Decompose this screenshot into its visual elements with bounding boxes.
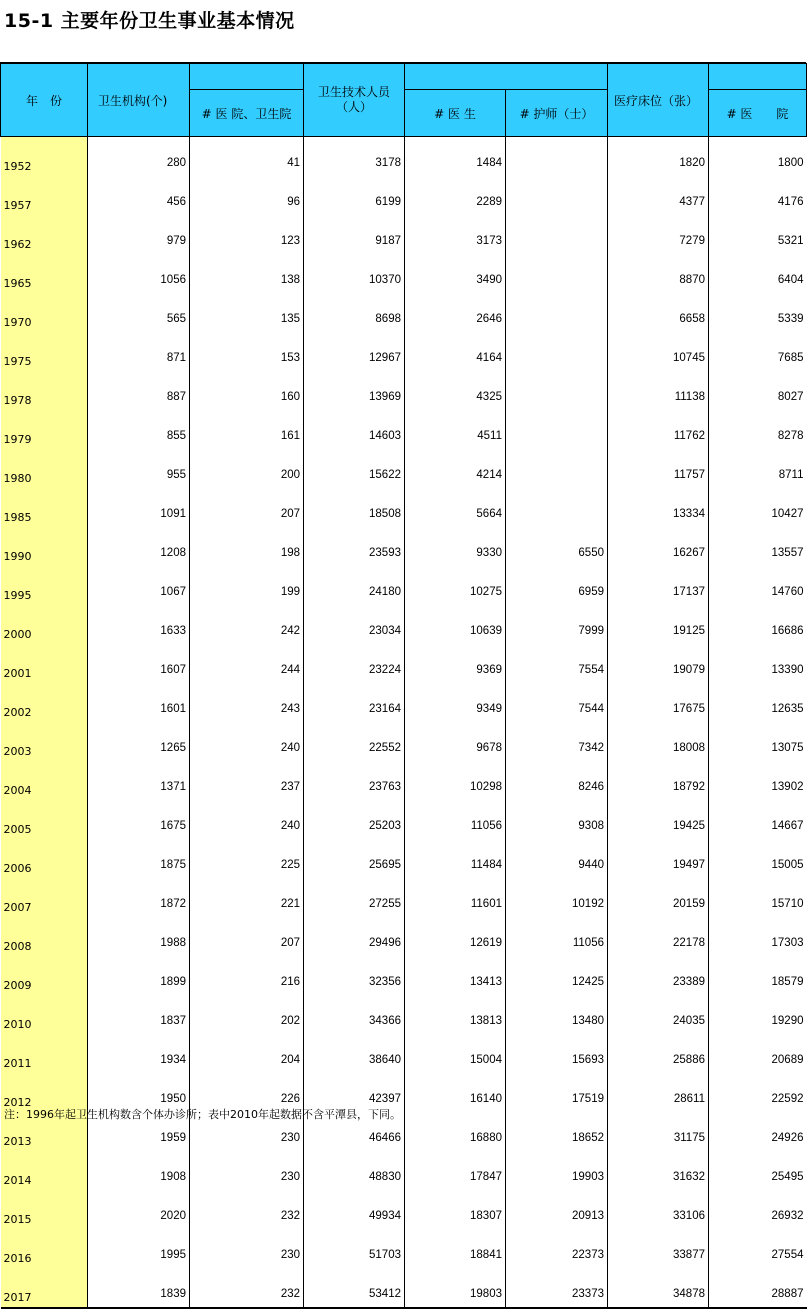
value-cell: 17675	[608, 683, 709, 722]
value-cell: 1265	[88, 722, 190, 761]
value-cell: 1899	[88, 956, 190, 995]
table-row	[1, 254, 807, 293]
value-cell: 1091	[88, 488, 190, 527]
value-cell: 198	[190, 527, 304, 566]
value-cell: 38640	[304, 1034, 405, 1073]
table-row	[1, 995, 807, 1034]
value-cell: 242	[190, 605, 304, 644]
value-cell: 15622	[304, 449, 405, 488]
value-cell: 135	[190, 293, 304, 332]
value-cell: 9369	[405, 644, 506, 683]
value-cell	[506, 371, 608, 410]
value-cell: 4164	[405, 332, 506, 371]
value-cell: 22178	[608, 917, 709, 956]
value-cell: 22373	[506, 1229, 608, 1268]
value-cell	[506, 332, 608, 371]
table-row	[1, 683, 807, 722]
value-cell: 13413	[405, 956, 506, 995]
year-cell: 2013	[1, 1112, 88, 1151]
value-cell: 7685	[709, 332, 807, 371]
value-cell: 19803	[405, 1268, 506, 1308]
header-doctors: # 医 生	[405, 90, 506, 137]
value-cell: 13969	[304, 371, 405, 410]
header-institutions: 卫生机构(个)	[88, 64, 190, 137]
value-cell: 8870	[608, 254, 709, 293]
value-cell: 1067	[88, 566, 190, 605]
value-cell	[506, 293, 608, 332]
value-cell	[506, 488, 608, 527]
value-cell: 1959	[88, 1112, 190, 1151]
value-cell: 18841	[405, 1229, 506, 1268]
value-cell: 6550	[506, 527, 608, 566]
value-cell: 6404	[709, 254, 807, 293]
year-cell: 2006	[1, 839, 88, 878]
page-title: 15-1 主要年份卫生事业基本情况	[4, 10, 295, 32]
value-cell: 18792	[608, 761, 709, 800]
year-cell: 1990	[1, 527, 88, 566]
value-cell: 16267	[608, 527, 709, 566]
value-cell: 202	[190, 995, 304, 1034]
year-cell: 2008	[1, 917, 88, 956]
value-cell: 2020	[88, 1190, 190, 1229]
value-cell: 51703	[304, 1229, 405, 1268]
value-cell: 10275	[405, 566, 506, 605]
value-cell: 23389	[608, 956, 709, 995]
value-cell: 4325	[405, 371, 506, 410]
value-cell: 1820	[608, 137, 709, 177]
value-cell: 4511	[405, 410, 506, 449]
table-row	[1, 1268, 807, 1308]
value-cell: 230	[190, 1151, 304, 1190]
value-cell: 14667	[709, 800, 807, 839]
value-cell: 232	[190, 1190, 304, 1229]
value-cell: 10427	[709, 488, 807, 527]
value-cell: 12619	[405, 917, 506, 956]
table-row	[1, 605, 807, 644]
value-cell: 5321	[709, 215, 807, 254]
value-cell: 27255	[304, 878, 405, 917]
value-cell: 46466	[304, 1112, 405, 1151]
value-cell: 7544	[506, 683, 608, 722]
year-cell: 2017	[1, 1268, 88, 1308]
table-row	[1, 878, 807, 917]
table-row	[1, 488, 807, 527]
value-cell: 1208	[88, 527, 190, 566]
value-cell: 42397	[304, 1073, 405, 1112]
year-cell: 1979	[1, 410, 88, 449]
year-cell: 2011	[1, 1034, 88, 1073]
value-cell: 19290	[709, 995, 807, 1034]
value-cell: 17847	[405, 1151, 506, 1190]
header-hospitals: # 医 院、卫生院	[190, 90, 304, 137]
value-cell: 23034	[304, 605, 405, 644]
table-row	[1, 293, 807, 332]
value-cell: 3178	[304, 137, 405, 177]
table-row	[1, 215, 807, 254]
value-cell: 9187	[304, 215, 405, 254]
value-cell: 23763	[304, 761, 405, 800]
value-cell: 23593	[304, 527, 405, 566]
value-cell: 12635	[709, 683, 807, 722]
value-cell: 216	[190, 956, 304, 995]
value-cell: 5664	[405, 488, 506, 527]
value-cell: 1988	[88, 917, 190, 956]
value-cell: 153	[190, 332, 304, 371]
header-beds-hospital: # 医 院	[709, 90, 807, 137]
value-cell: 1908	[88, 1151, 190, 1190]
value-cell: 23224	[304, 644, 405, 683]
value-cell: 7279	[608, 215, 709, 254]
value-cell: 1484	[405, 137, 506, 177]
table-row	[1, 839, 807, 878]
value-cell: 27554	[709, 1229, 807, 1268]
value-cell: 18652	[506, 1112, 608, 1151]
value-cell: 15710	[709, 878, 807, 917]
value-cell: 19425	[608, 800, 709, 839]
value-cell: 160	[190, 371, 304, 410]
year-cell: 1952	[1, 137, 88, 177]
table-row	[1, 1034, 807, 1073]
table-row	[1, 722, 807, 761]
value-cell: 34366	[304, 995, 405, 1034]
value-cell: 10745	[608, 332, 709, 371]
value-cell: 225	[190, 839, 304, 878]
value-cell: 1371	[88, 761, 190, 800]
value-cell: 565	[88, 293, 190, 332]
year-cell: 2014	[1, 1151, 88, 1190]
value-cell: 19125	[608, 605, 709, 644]
value-cell: 10370	[304, 254, 405, 293]
table-row	[1, 644, 807, 683]
value-cell: 871	[88, 332, 190, 371]
value-cell	[506, 215, 608, 254]
value-cell: 25886	[608, 1034, 709, 1073]
value-cell: 34878	[608, 1268, 709, 1308]
value-cell: 955	[88, 449, 190, 488]
table-row	[1, 137, 807, 177]
value-cell: 240	[190, 722, 304, 761]
value-cell: 887	[88, 371, 190, 410]
value-cell: 13813	[405, 995, 506, 1034]
value-cell: 9308	[506, 800, 608, 839]
value-cell: 221	[190, 878, 304, 917]
value-cell: 979	[88, 215, 190, 254]
header-nurses: # 护师（士）	[506, 90, 608, 137]
value-cell: 10639	[405, 605, 506, 644]
value-cell: 9678	[405, 722, 506, 761]
value-cell: 13334	[608, 488, 709, 527]
year-cell: 1962	[1, 215, 88, 254]
table-body	[1, 137, 807, 1309]
value-cell: 25203	[304, 800, 405, 839]
value-cell: 25695	[304, 839, 405, 878]
value-cell: 226	[190, 1073, 304, 1112]
value-cell: 22592	[709, 1073, 807, 1112]
value-cell: 31632	[608, 1151, 709, 1190]
value-cell: 18008	[608, 722, 709, 761]
value-cell: 96	[190, 176, 304, 215]
value-cell: 33877	[608, 1229, 709, 1268]
year-cell: 2016	[1, 1229, 88, 1268]
value-cell: 19903	[506, 1151, 608, 1190]
value-cell: 17137	[608, 566, 709, 605]
value-cell: 230	[190, 1229, 304, 1268]
value-cell: 15004	[405, 1034, 506, 1073]
value-cell: 24926	[709, 1112, 807, 1151]
value-cell: 123	[190, 215, 304, 254]
table-row	[1, 1229, 807, 1268]
value-cell: 161	[190, 410, 304, 449]
table-row	[1, 527, 807, 566]
value-cell: 6658	[608, 293, 709, 332]
value-cell: 7342	[506, 722, 608, 761]
value-cell: 11762	[608, 410, 709, 449]
value-cell	[506, 137, 608, 177]
value-cell: 6199	[304, 176, 405, 215]
year-cell: 1975	[1, 332, 88, 371]
value-cell: 4176	[709, 176, 807, 215]
value-cell: 9440	[506, 839, 608, 878]
value-cell: 1995	[88, 1229, 190, 1268]
header-institutions-group-blank	[190, 64, 304, 90]
value-cell: 4214	[405, 449, 506, 488]
value-cell: 243	[190, 683, 304, 722]
table-row	[1, 800, 807, 839]
value-cell: 22552	[304, 722, 405, 761]
value-cell: 18307	[405, 1190, 506, 1229]
year-cell: 1965	[1, 254, 88, 293]
value-cell: 13557	[709, 527, 807, 566]
header-year: 年 份	[1, 64, 88, 137]
value-cell: 20689	[709, 1034, 807, 1073]
value-cell: 8246	[506, 761, 608, 800]
value-cell: 1875	[88, 839, 190, 878]
value-cell: 13480	[506, 995, 608, 1034]
table-row	[1, 566, 807, 605]
table-row	[1, 176, 807, 215]
table-row	[1, 1151, 807, 1190]
value-cell: 20913	[506, 1190, 608, 1229]
value-cell: 1056	[88, 254, 190, 293]
value-cell: 8278	[709, 410, 807, 449]
value-cell: 13390	[709, 644, 807, 683]
year-cell: 2000	[1, 605, 88, 644]
value-cell: 11484	[405, 839, 506, 878]
value-cell: 855	[88, 410, 190, 449]
table-row	[1, 449, 807, 488]
table-row	[1, 761, 807, 800]
header-tech-staff: 卫生技术人员（人）	[304, 64, 405, 137]
value-cell: 204	[190, 1034, 304, 1073]
value-cell: 1934	[88, 1034, 190, 1073]
year-cell: 1980	[1, 449, 88, 488]
footnote: 注：1996年起卫生机构数含个体办诊所；表中2010年起数据不含平潭县，下同。	[4, 1108, 401, 1121]
value-cell: 24180	[304, 566, 405, 605]
value-cell: 16686	[709, 605, 807, 644]
value-cell: 28887	[709, 1268, 807, 1308]
value-cell: 33106	[608, 1190, 709, 1229]
value-cell: 11601	[405, 878, 506, 917]
value-cell: 240	[190, 800, 304, 839]
year-cell: 2001	[1, 644, 88, 683]
value-cell: 11138	[608, 371, 709, 410]
value-cell: 1607	[88, 644, 190, 683]
table-row	[1, 956, 807, 995]
year-cell: 2003	[1, 722, 88, 761]
value-cell: 3173	[405, 215, 506, 254]
health-statistics-table	[0, 63, 807, 1309]
value-cell: 49934	[304, 1190, 405, 1229]
value-cell	[506, 449, 608, 488]
value-cell: 237	[190, 761, 304, 800]
value-cell	[506, 254, 608, 293]
value-cell: 31175	[608, 1112, 709, 1151]
table-row	[1, 371, 807, 410]
header-beds: 医疗床位（张）	[608, 64, 709, 137]
value-cell: 17519	[506, 1073, 608, 1112]
value-cell: 19497	[608, 839, 709, 878]
value-cell: 23164	[304, 683, 405, 722]
value-cell: 1872	[88, 878, 190, 917]
year-cell: 2015	[1, 1190, 88, 1229]
value-cell: 1601	[88, 683, 190, 722]
value-cell	[506, 410, 608, 449]
value-cell: 13902	[709, 761, 807, 800]
value-cell: 2289	[405, 176, 506, 215]
year-cell: 1970	[1, 293, 88, 332]
table-row	[1, 332, 807, 371]
value-cell: 20159	[608, 878, 709, 917]
value-cell: 41	[190, 137, 304, 177]
value-cell: 8698	[304, 293, 405, 332]
value-cell: 14603	[304, 410, 405, 449]
value-cell: 207	[190, 488, 304, 527]
value-cell: 32356	[304, 956, 405, 995]
year-cell: 1978	[1, 371, 88, 410]
value-cell: 8711	[709, 449, 807, 488]
value-cell: 199	[190, 566, 304, 605]
value-cell: 7999	[506, 605, 608, 644]
value-cell: 3490	[405, 254, 506, 293]
value-cell: 2646	[405, 293, 506, 332]
value-cell: 1839	[88, 1268, 190, 1308]
year-cell: 2005	[1, 800, 88, 839]
year-cell: 2004	[1, 761, 88, 800]
value-cell: 7554	[506, 644, 608, 683]
value-cell: 230	[190, 1112, 304, 1151]
value-cell: 11056	[405, 800, 506, 839]
year-cell: 2009	[1, 956, 88, 995]
year-cell: 1985	[1, 488, 88, 527]
value-cell: 53412	[304, 1268, 405, 1308]
value-cell: 12425	[506, 956, 608, 995]
year-cell: 1995	[1, 566, 88, 605]
value-cell: 232	[190, 1268, 304, 1308]
value-cell: 207	[190, 917, 304, 956]
value-cell: 12967	[304, 332, 405, 371]
value-cell: 16880	[405, 1112, 506, 1151]
value-cell: 4377	[608, 176, 709, 215]
header-beds-group-blank	[709, 64, 807, 90]
value-cell: 16140	[405, 1073, 506, 1112]
value-cell: 456	[88, 176, 190, 215]
value-cell: 28611	[608, 1073, 709, 1112]
value-cell: 15693	[506, 1034, 608, 1073]
value-cell: 1633	[88, 605, 190, 644]
value-cell: 18508	[304, 488, 405, 527]
value-cell: 26932	[709, 1190, 807, 1229]
value-cell: 24035	[608, 995, 709, 1034]
value-cell: 1675	[88, 800, 190, 839]
value-cell: 48830	[304, 1151, 405, 1190]
value-cell: 9349	[405, 683, 506, 722]
value-cell: 17303	[709, 917, 807, 956]
value-cell: 11056	[506, 917, 608, 956]
value-cell	[506, 176, 608, 215]
value-cell: 6959	[506, 566, 608, 605]
value-cell: 14760	[709, 566, 807, 605]
value-cell: 1837	[88, 995, 190, 1034]
value-cell: 9330	[405, 527, 506, 566]
value-cell: 19079	[608, 644, 709, 683]
value-cell: 23373	[506, 1268, 608, 1308]
value-cell: 138	[190, 254, 304, 293]
value-cell: 5339	[709, 293, 807, 332]
value-cell: 244	[190, 644, 304, 683]
value-cell: 11757	[608, 449, 709, 488]
table-row	[1, 1190, 807, 1229]
year-cell: 2010	[1, 995, 88, 1034]
year-cell: 2002	[1, 683, 88, 722]
value-cell: 18579	[709, 956, 807, 995]
table-row	[1, 917, 807, 956]
value-cell: 10298	[405, 761, 506, 800]
year-cell: 2012	[1, 1073, 88, 1112]
value-cell: 8027	[709, 371, 807, 410]
header-tech-staff-group-blank	[405, 64, 608, 90]
value-cell: 10192	[506, 878, 608, 917]
value-cell: 200	[190, 449, 304, 488]
value-cell: 1800	[709, 137, 807, 177]
value-cell: 1950	[88, 1073, 190, 1112]
value-cell: 15005	[709, 839, 807, 878]
value-cell: 13075	[709, 722, 807, 761]
value-cell: 280	[88, 137, 190, 177]
value-cell: 25495	[709, 1151, 807, 1190]
value-cell: 29496	[304, 917, 405, 956]
table-row	[1, 410, 807, 449]
year-cell: 1957	[1, 176, 88, 215]
year-cell: 2007	[1, 878, 88, 917]
